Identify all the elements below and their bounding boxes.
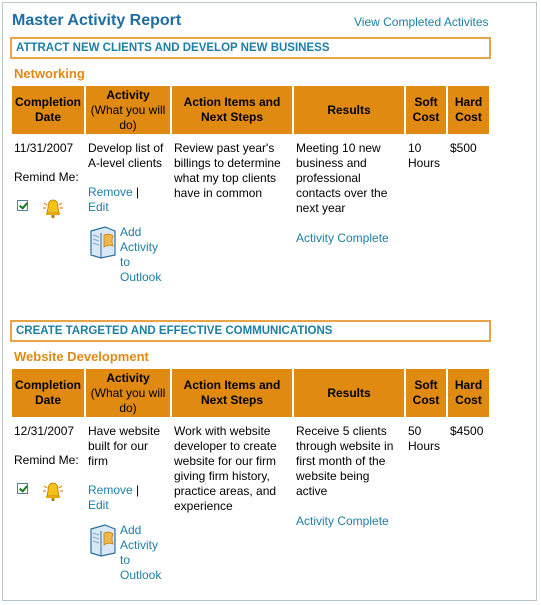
col-activity [86,369,170,417]
activity-cell [86,417,170,583]
completion-date: 11/31/2007 [14,141,74,155]
add-activity-to-outlook-link[interactable]: Add Activity to Outlook [120,225,162,284]
remove-link[interactable]: Remove [88,483,133,497]
col-hard-cost: Hard Cost [448,86,489,134]
col-activity-sub: (What you will do) [90,102,166,132]
view-completed-activities-link[interactable]: View Completed Activites [354,15,489,29]
remind-checkbox[interactable] [17,200,28,211]
results-text: Receive 5 clients through website in first month of the website being active [296,424,394,498]
soft-cost-cell: 10 Hours [408,141,441,170]
remind-icons [14,480,82,502]
remind-checkbox[interactable] [17,483,28,494]
outlook-book-icon [88,523,118,557]
remind-icons [14,197,82,219]
col-action-items: Action Items and Next Steps [172,86,292,134]
bell-icon[interactable] [42,480,64,502]
add-activity-to-outlook-link[interactable]: Add Activity to Outlook [120,523,162,582]
activity-text: Develop list of A-level clients [88,141,164,170]
col-completion-date: Completion Date [12,369,84,417]
row-actions [88,483,168,513]
action-items-cell: Review past year's billings to determine what my top clients have in common [174,141,281,200]
col-results: Results [294,369,404,417]
table-header-row [12,86,489,134]
remove-link[interactable]: Remove [88,185,133,199]
section-heading-1: ATTRACT NEW CLIENTS AND DEVELOP NEW BUSINESS [10,37,491,59]
activity-cell [86,134,170,285]
page-title: Master Activity Report [12,12,182,29]
outlook-book-icon [88,225,118,259]
activity-complete-link[interactable]: Activity Complete [296,514,389,528]
edit-link[interactable]: Edit [88,200,109,214]
hard-cost-cell: $4500 [450,424,484,438]
table-header-row [12,369,489,417]
date-cell [12,134,84,285]
edit-link[interactable]: Edit [88,498,109,512]
results-text: Meeting 10 new business and professional contacts over the next year [296,141,388,215]
col-results: Results [294,86,404,134]
table-row [12,417,489,583]
remind-me-label: Remind Me: [14,453,79,467]
separator: | [136,185,140,199]
add-to-outlook[interactable] [88,225,168,285]
col-soft-cost: Soft Cost [406,369,446,417]
subheading-networking: Networking [14,66,85,81]
col-hard-cost: Hard Cost [448,369,489,417]
col-activity-label: Activity [106,87,150,102]
col-completion-date: Completion Date [12,86,84,134]
col-activity-sub: (What you will do) [90,385,166,415]
separator: | [136,483,140,497]
table-row [12,134,489,285]
date-cell [12,417,84,583]
col-soft-cost: Soft Cost [406,86,446,134]
remind-me-label: Remind Me: [14,170,79,184]
soft-cost-cell: 50 Hours [408,424,441,453]
action-items-cell: Work with website developer to create website for our firm giving firm history, practice areas, and experience [174,424,277,513]
section-heading-2: CREATE TARGETED AND EFFECTIVE COMMUNICATIONS [10,320,491,342]
subheading-website-development: Website Development [14,349,149,364]
activity-complete-link[interactable]: Activity Complete [296,231,389,245]
hard-cost-cell: $500 [450,141,477,155]
activity-table-1 [10,86,491,285]
activity-table-2 [10,369,491,583]
bell-icon[interactable] [42,197,64,219]
results-cell [294,417,404,583]
col-action-items: Action Items and Next Steps [172,369,292,417]
completion-date: 12/31/2007 [14,424,75,438]
col-activity [86,86,170,134]
results-cell [294,134,404,285]
activity-text: Have website built for our firm [88,424,161,468]
add-to-outlook[interactable] [88,523,168,583]
row-actions [88,185,168,215]
col-activity-label: Activity [106,370,150,385]
